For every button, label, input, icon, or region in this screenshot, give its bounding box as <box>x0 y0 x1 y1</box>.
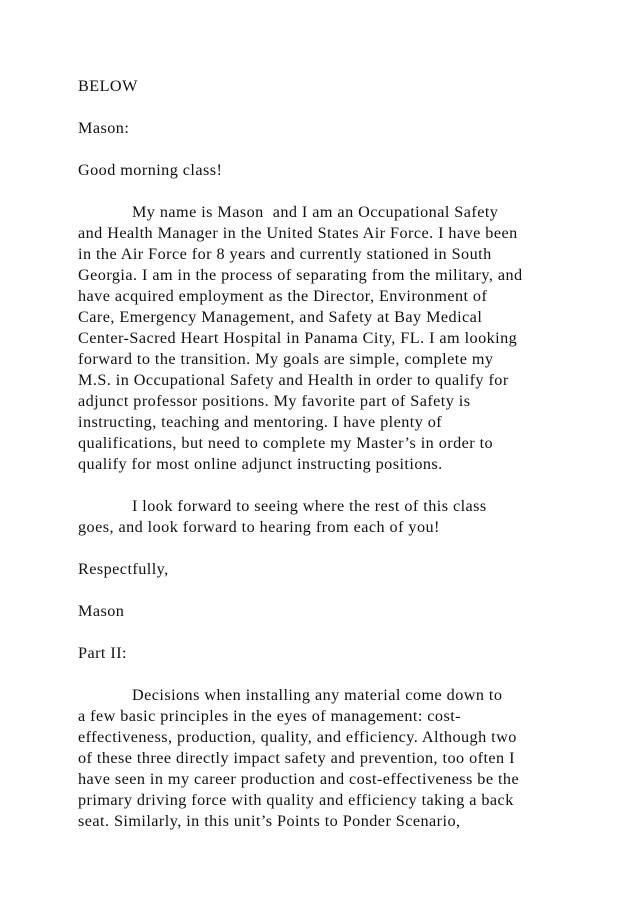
document-body-text: BELOW Mason: Good morning class! My name is Mason and I am an Occupational Safety and Health Manager in the United States Air Force. I have been in the Air Force for 8 years and currently stationed in South Georgia. I am in the process of separating from the military, and have acquired employment as the Director, Environment of Care, Emergency Management, and Safety at Bay Medical Center-Sacred Heart Hospital in Panama City, FL. I am looking forward to the transition. My goals are simple, complete my M.S. in Occupational Safety and Health in order to qualify for adjunct professor positions. My favorite part of Safety is instructing, teaching and mentoring. I have plenty of qualifications, but need to complete my Master’s in order to qualify for most online adjunct instructing positions. I look forward to seeing where the rest of this class goes, and look forward to hearing from each of you! Respectfully, Mason Part II: Decisions when installing any material come down to a few basic principles in the eyes of management: cost- effectiveness, production, quality, and efficiency. Although two of these three directly impact safety and prevention, too often I have seen in my career production and cost-effectiveness be the primary driving force with quality and efficiency taking a back seat. Similarly, in this unit’s Points to Ponder Scenario, <box>78 77 523 830</box>
